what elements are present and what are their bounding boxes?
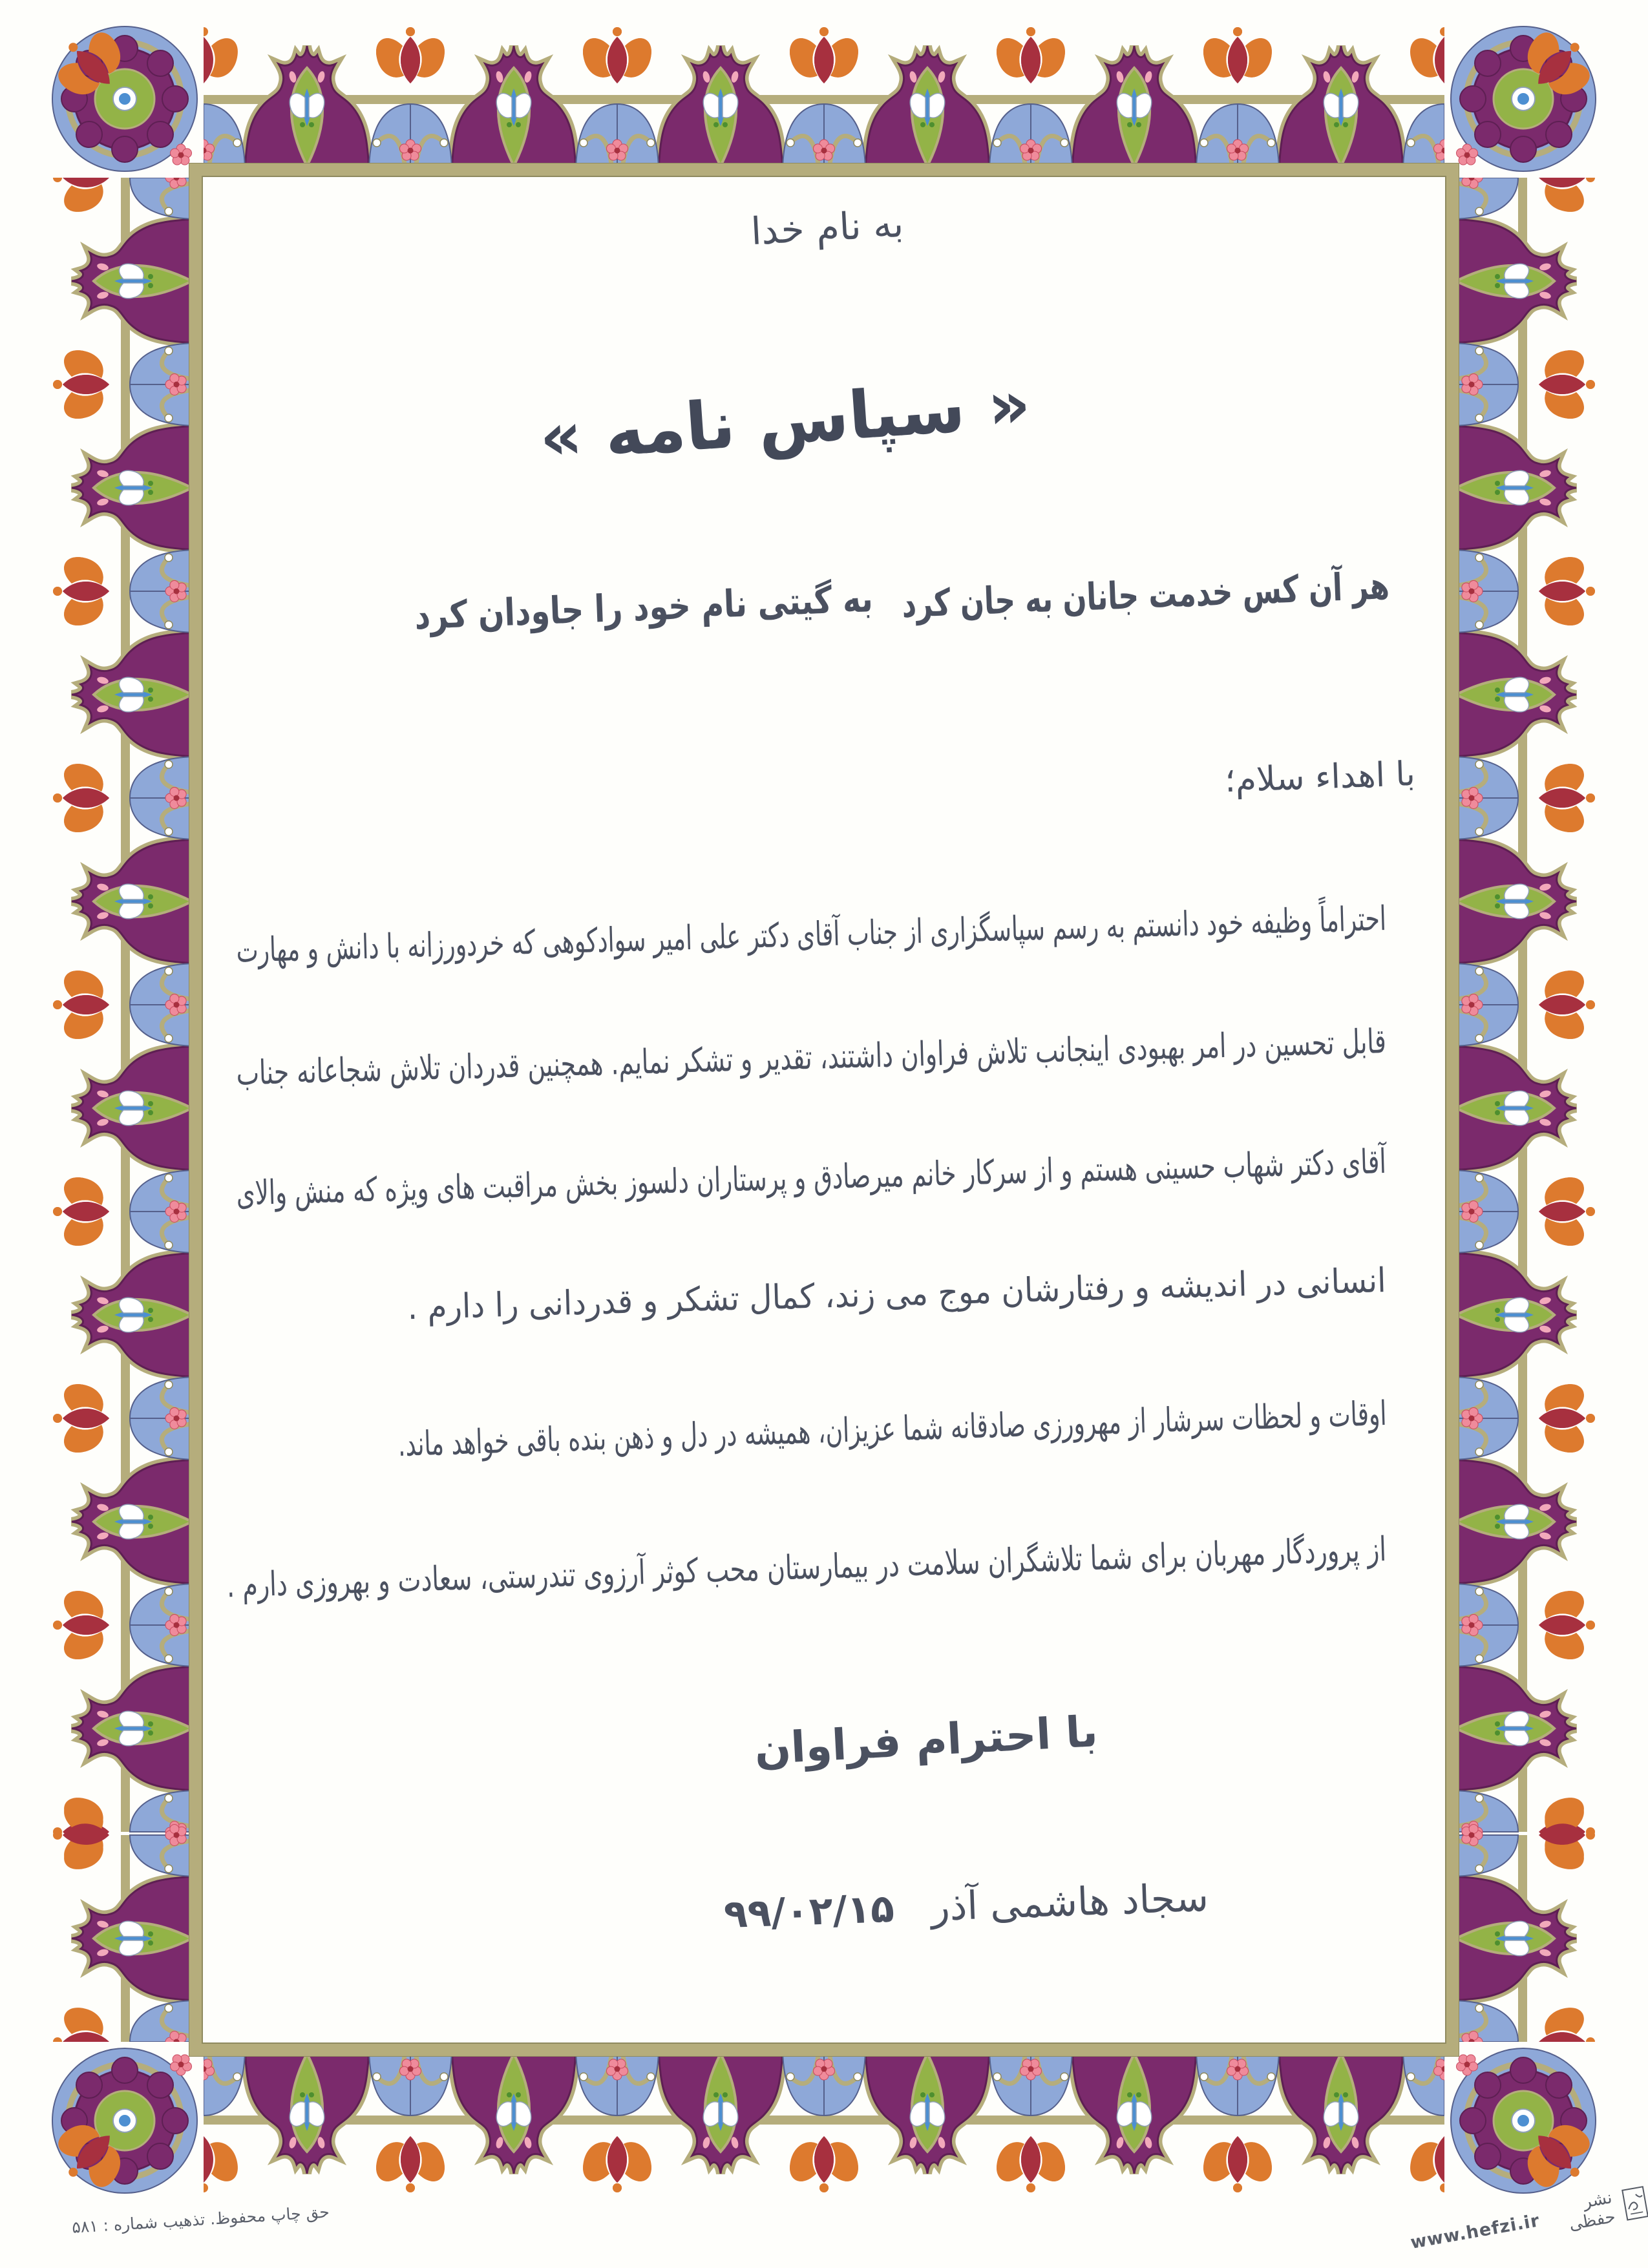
body-para-2: اوقات و لحظات سرشار از مهرورزی صادقانه شما عزیزان، همیشه در دل و ذهن بنده باقی خواهد ماند.	[397, 1394, 1387, 1465]
bismillah: به نام خدا	[750, 201, 905, 254]
poem-hemistich-right: هر آن کس خدمت جانان به جان کرد	[901, 563, 1391, 626]
signature-date: ۹۹/۰۲/۱۵	[723, 1885, 895, 1938]
certificate-title: « سپاس نامه »	[536, 365, 1033, 477]
footer-copyright: حق چاپ محفوظ. تذهیب شماره : ۵۸۱	[71, 2202, 330, 2237]
salutation: با اهداء سلام؛	[1224, 755, 1417, 801]
body-line-3: آقای دکتر شهاب حسینی هستم و از سرکار خانم میرصادق و پرستاران دلسوز بخش مراقبت های ویژه که منش والای	[236, 1142, 1387, 1213]
signature-name: سجاد هاشمی آذر	[930, 1874, 1209, 1930]
body-line-1: احتراماً وظیفه خود دانستم به رسم سپاسگزاری از جناب آقای دکتر علی امیر سوادکوهی که خردورزانه با دانش و مهارت	[236, 899, 1387, 971]
body-line-4: انسانی در اندیشه و رفتارشان موج می زند، کمال تشکر و قدردانی را دارم .	[407, 1261, 1387, 1328]
publisher-name: نشر حفظی	[1567, 2188, 1617, 2234]
closing-respects: با احترام فراوان	[753, 1706, 1099, 1774]
website-url: www.hefzi.ir	[1409, 2210, 1541, 2253]
body-para-3: از پروردگار مهربان برای شما تلاشگران سلامت در بیمارستان محب کوثر آرزوی تندرستی، سعادت و بهروزی دارم .	[226, 1530, 1387, 1606]
body-line-2: قابل تحسین در امر بهبودی اینجانب تلاش فراوان داشتند، تقدیر و تشکر نمایم. همچنین قدردان تلاش شجاعانه جناب	[236, 1022, 1387, 1093]
hefzi-logo	[1620, 2181, 1648, 2225]
poem-hemistich-left: به گیتی نام خود را جاودان کرد	[413, 576, 874, 638]
